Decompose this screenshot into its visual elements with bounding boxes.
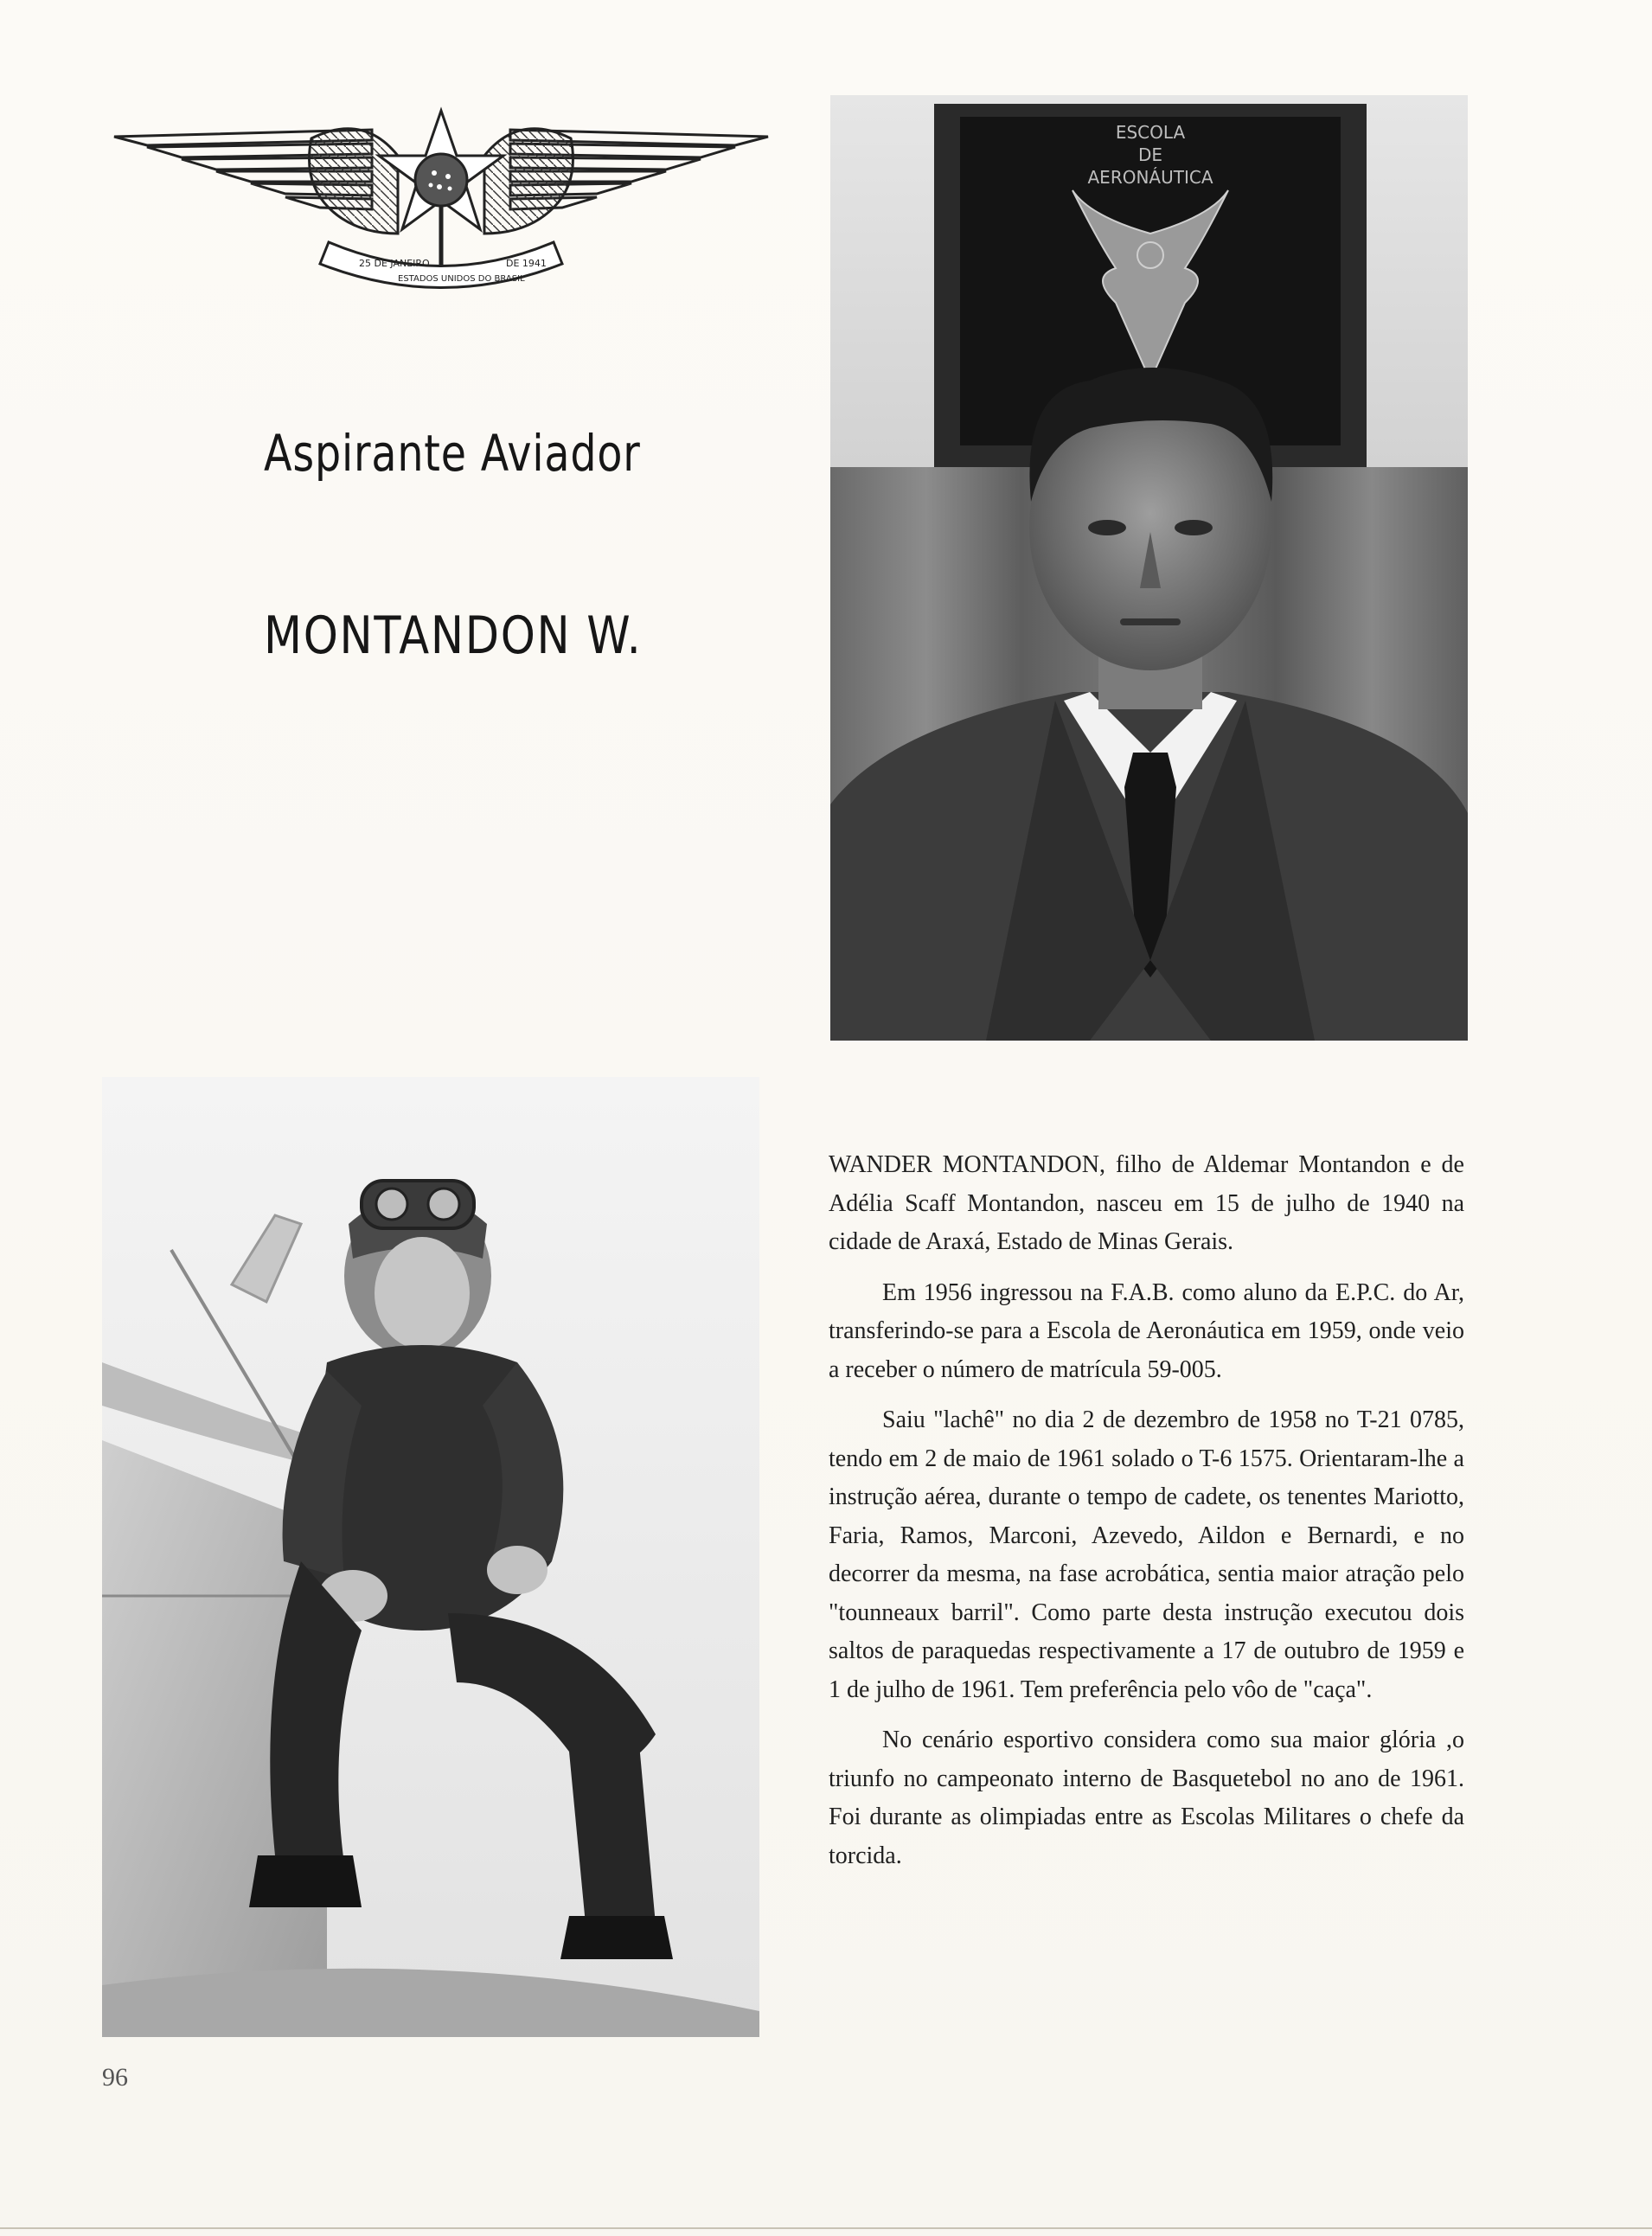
pilot-crouching-image (102, 1077, 759, 2037)
bio-paragraph-1: WANDER MONTANDON, filho de Aldemar Montandon e de Adélia Scaff Montandon, nasceu em 15 de julho de 1940 na cidade de Araxá, Estado de Minas Gerais. (829, 1151, 1464, 1255)
bio-paragraph-2: Em 1956 ingressou na F.A.B. como aluno da E.P.C. do Ar, transferindo-se para a Escola de Aeronáutica em 1959, onde veio a receber o número de matrícula 59-005. (829, 1278, 1464, 1383)
ribbon-right-text: DE 1941 (506, 258, 547, 269)
biography-text (829, 1146, 1464, 1887)
plaque-line-1: ESCOLA (1115, 122, 1186, 143)
page-number: 96 (102, 2063, 128, 2092)
ribbon-center-text: ESTADOS UNIDOS DO BRASIL (398, 274, 525, 284)
wings-icon (112, 104, 770, 303)
ribbon-left-text: 25 DE JANEIRO (359, 258, 430, 269)
bio-paragraph-3: Saiu "lachê" no dia 2 de dezembro de 1958 no T-21 0785, tendo em 2 de maio de 1961 solado o T-6 1575. Orientaram-lhe a instrução aérea, durante o tempo de cadete, os tenentes Mariotto, Faria, Ramos, Marconi, Azevedo, Aildon e Bernardi, e no decorrer da mesma, na fase acrobática, sentia maior atração pelo "tounneaux barril". Como parte desta instrução executou dois saltos de paraquedas respectivamente a 17 de outubro de 1959 e 1 de julho de 1961. Tem preferência pelo vôo de "caça". (829, 1406, 1464, 1703)
portrait-image (830, 95, 1468, 1041)
pilot-action-photo (102, 1077, 759, 2037)
portrait-photo (830, 95, 1468, 1041)
plaque-line-2: DE (1137, 144, 1163, 165)
plaque-line-3: AERONÁUTICA (1087, 167, 1213, 188)
cadet-name: MONTANDON W. (264, 605, 643, 666)
rank-title: Aspirante Aviador (264, 424, 641, 483)
bio-paragraph-4: No cenário esportivo considera como sua maior glória ,o triunfo no campeonato interno de Basquetebol no ano de 1961. Foi durante as olimpiadas entre as Escolas Militares o chefe da torcida. (829, 1727, 1464, 1869)
scan-edge-line (0, 2227, 1652, 2229)
air-force-wings-emblem (112, 104, 770, 303)
